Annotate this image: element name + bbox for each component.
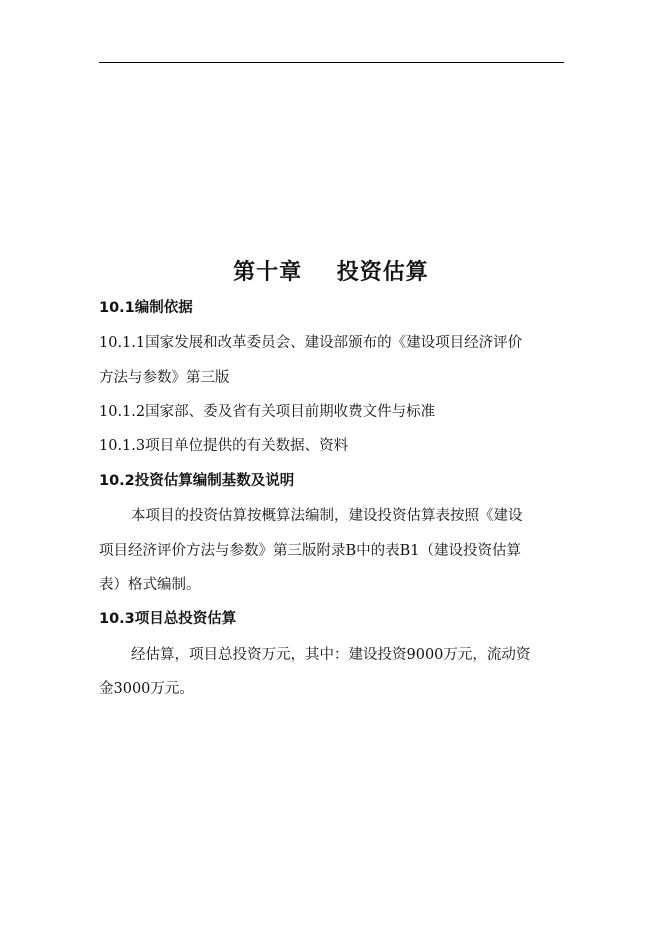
paragraph-10-3-line-1: 经估算，项目总投资万元，其中：建设投资9000万元，流动资 (131, 647, 531, 663)
item-10-1-1-line-2: 方法与参数》第三版 (99, 370, 230, 386)
section-heading-10-2: 10.2投资估算编制基数及说明 (99, 473, 295, 489)
header-rule (99, 62, 564, 63)
section-heading-10-3: 10.3项目总投资估算 (99, 611, 237, 627)
paragraph-10-3-line-2: 金3000万元。 (99, 681, 194, 697)
item-10-1-3: 10.1.3项目单位提供的有关数据、资料 (99, 438, 349, 454)
item-10-1-2: 10.1.2国家部、委及省有关项目前期收费文件与标准 (99, 404, 436, 420)
paragraph-10-2-line-1: 本项目的投资估算按概算法编制，建设投资估算表按照《建设 (131, 508, 523, 524)
chapter-title: 第十章 投资估算 (233, 260, 429, 285)
paragraph-10-2-line-3: 表）格式编制。 (99, 577, 201, 593)
item-10-1-1-line-1: 10.1.1国家发展和改革委员会、建设部颁布的《建设项目经济评价 (99, 335, 523, 351)
section-heading-10-1: 10.1编制依据 (99, 300, 193, 316)
paragraph-10-2-line-2: 项目经济评价方法与参数》第三版附录B中的表B1（建设投资估算 (99, 543, 522, 559)
